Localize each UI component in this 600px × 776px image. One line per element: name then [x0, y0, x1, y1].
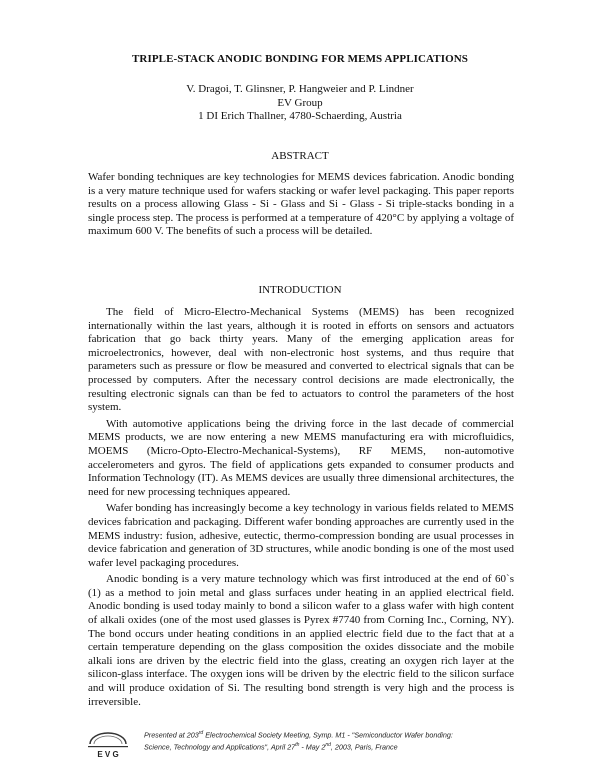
intro-paragraph: Anodic bonding is a very mature technology which was first introduced at the end of 60`s (1) as a method to join metal and glass surfaces under heating in an applied electrical field. Anodic bonding is used today mainly to bond a silicon wafer to a glass wafer with high content of alkali oxides (one of the most used glasses is Pyrex #7740 from Corning Inc., Corning, NY). The bond occurs under heating conditions in an applied electric field due to the fact that at a certain temperature depending on the glass composition the oxides dissociate and the mobile alkali ions are driven by the electric field into the glass, creating an oxygen rich layer at the silicon-glass interface. The oxygen ions will be driven by the electric field to the silicon surface and will produce oxidation of Si. The resulting bond strength is very high and the process is irreversible. [88, 573, 514, 708]
address: 1 DI Erich Thallner, 4780-Schaerding, Austria [198, 110, 402, 122]
intro-paragraph: With automotive applications being the driving force in the last decade of commercial MEMS products, we are now entering a new MEMS manufacturing era with microfluidics, MOEMS (Micro-Opto-Electro-Mechanical-Systems), RF MEMS, non-automotive accelerometers and gyros. The field of applications gets expanded to consumer products and Information Technology (IT). As MEMS devices are usually three dimensional architectures, the need for new processing techniques appeared. [88, 417, 514, 498]
authors: V. Dragoi, T. Glinsner, P. Hangweier and P. Lindner [186, 83, 414, 95]
affiliation: EV Group [277, 96, 323, 109]
evg-logo [86, 730, 130, 760]
footer-note [144, 728, 534, 753]
footer-line-1: Presented at 203rd Electrochemical Society Meeting, Symp. M1 - "Semiconductor Wafer bonding: [144, 730, 453, 740]
footer [86, 728, 526, 764]
author-block [0, 83, 600, 124]
abstract-heading: ABSTRACT [271, 150, 329, 162]
intro-paragraph: The field of Micro-Electro-Mechanical Systems (MEMS) has been recognized internationally within the last years, although it is rooted in efforts on sensors and actuators fabrication that go back thirty years. Many of the emerging application areas for microelectronics, however, deal with non-electronic host systems, and thus require that parameters such as pressure or flow be measured and converted to electrical signals that can be processed by computers. After the necessary control decisions are made electronically, the resulting electronic signals can than be fed to actuators to control the parameters of the host system. [88, 306, 514, 414]
paper-title: TRIPLE-STACK ANODIC BONDING FOR MEMS APPLICATIONS [131, 53, 469, 65]
introduction-body [88, 306, 514, 709]
logo-text: E V G [97, 750, 119, 759]
intro-paragraph: Wafer bonding has increasingly become a key technology in various fields related to MEMS devices fabrication and packaging. Different wafer bonding approaches are currently used in the MEMS industry: fusion, adhesive, eutectic, thermo-compression bonding are usual processes in device fabrication and generation of 3D structures, while anodic bonding is one of the most used wafer level packaging procedures. [88, 502, 514, 569]
introduction-heading: INTRODUCTION [258, 284, 342, 296]
abstract-text: Wafer bonding techniques are key technologies for MEMS devices fabrication. Anodic bonding is a very mature technique used for wafers stacking or wafer level packaging. This paper reports results on a process allowing Glass - Si - Glass and Si - Glass - Si triple-stacks bonding in a single process step. The process is performed at a temperature of 420°C by applying a voltage of maximum 600 V. The benefits of such a process will be detailed. [88, 171, 514, 238]
footer-line-2: Science, Technology and Applications", April 27th - May 2nd, 2003, Paris, France [144, 742, 398, 752]
